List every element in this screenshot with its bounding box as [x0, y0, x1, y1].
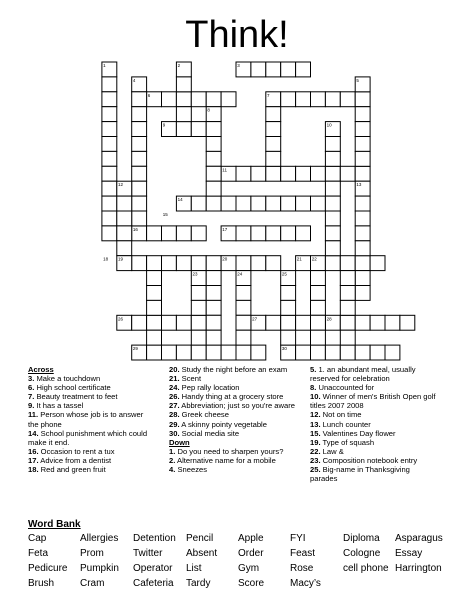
grid-cell[interactable] — [236, 330, 251, 345]
grid-cell[interactable] — [325, 181, 340, 196]
grid-cell[interactable] — [296, 315, 311, 330]
grid-cell[interactable] — [132, 166, 147, 181]
word-bank-title: Word Bank — [28, 519, 81, 530]
grid-cell[interactable] — [355, 256, 370, 271]
grid-cell[interactable] — [340, 300, 355, 315]
grid-cell[interactable] — [355, 315, 370, 330]
grid-cell[interactable] — [355, 151, 370, 166]
clue-number: 20 — [222, 256, 228, 262]
clue-across-7: 7. Beauty treatment to feet — [28, 392, 118, 402]
clue-across-14-cont: make it end. — [28, 437, 70, 447]
grid-cell[interactable] — [355, 166, 370, 181]
word-bank-word: Asparagus — [395, 533, 443, 544]
grid-cell[interactable] — [340, 92, 355, 107]
grid-cell[interactable] — [296, 62, 311, 77]
grid-cell[interactable] — [102, 226, 117, 241]
clue-number: 10 — [326, 122, 332, 128]
grid-cell[interactable] — [355, 137, 370, 152]
grid-cell[interactable] — [132, 196, 147, 211]
grid-cell[interactable] — [355, 122, 370, 137]
grid-cell[interactable] — [147, 256, 162, 271]
clue-number: 12 — [118, 182, 124, 188]
grid-cell[interactable] — [325, 166, 340, 181]
word-bank-word: Prom — [80, 548, 104, 559]
across-clues — [28, 365, 168, 474]
clue-number: 30 — [281, 346, 287, 352]
grid-cell[interactable] — [102, 107, 117, 122]
grid-cell[interactable] — [191, 315, 206, 330]
grid-cell[interactable] — [117, 211, 132, 226]
clue-down-2: 2. Alternative name for a mobile — [169, 455, 276, 465]
grid-cell[interactable] — [102, 77, 117, 92]
grid-cell[interactable] — [132, 151, 147, 166]
grid-cell[interactable] — [281, 300, 296, 315]
grid-cell[interactable] — [206, 345, 221, 360]
grid-cell[interactable] — [132, 137, 147, 152]
grid-cell[interactable] — [340, 330, 355, 345]
grid-cell[interactable] — [266, 62, 281, 77]
clue-number: 1 — [103, 63, 106, 68]
grid-cell[interactable] — [251, 62, 266, 77]
clue-down-5-cont: reserved for celebration — [310, 374, 390, 384]
grid-cell[interactable] — [176, 107, 191, 122]
grid-cell[interactable] — [147, 315, 162, 330]
grid-cell[interactable] — [340, 345, 355, 360]
grid-cell[interactable] — [147, 345, 162, 360]
grid-cell[interactable] — [236, 196, 251, 211]
grid-cell[interactable] — [206, 271, 221, 286]
grid-cell[interactable] — [206, 300, 221, 315]
grid-cell[interactable] — [281, 330, 296, 345]
grid-cell[interactable] — [370, 315, 385, 330]
grid-cell[interactable] — [311, 300, 326, 315]
grid-cell[interactable] — [355, 107, 370, 122]
grid-cell[interactable] — [266, 196, 281, 211]
clue-number: 4 — [132, 77, 136, 83]
grid-cell[interactable] — [236, 300, 251, 315]
grid-cell[interactable] — [266, 107, 281, 122]
across-heading: Across — [28, 365, 54, 374]
down-clues — [310, 365, 460, 483]
grid-cell[interactable] — [296, 226, 311, 241]
clue-number: 8 — [207, 107, 210, 113]
word-bank-word: Pencil — [186, 533, 214, 544]
clue-number: 21 — [296, 256, 302, 262]
grid-cell[interactable] — [191, 345, 206, 360]
grid-cell[interactable] — [176, 226, 191, 241]
grid-cell[interactable] — [132, 315, 147, 330]
grid-cell[interactable] — [236, 226, 251, 241]
grid-cell[interactable] — [221, 92, 236, 107]
clue-number: 16 — [132, 226, 138, 232]
grid-cell[interactable] — [311, 286, 326, 301]
grid-cell[interactable] — [340, 286, 355, 301]
word-bank-word: Twitter — [133, 548, 163, 559]
clue-down-1: 1. Do you need to sharpen yours? — [169, 446, 284, 456]
grid-cell[interactable] — [311, 330, 326, 345]
clue-number: 17 — [222, 226, 228, 232]
clue-number: 27 — [252, 316, 258, 322]
grid-cell[interactable] — [206, 181, 221, 196]
word-bank-word: Cap — [28, 533, 47, 544]
grid-cell[interactable] — [176, 77, 191, 92]
grid-cell[interactable] — [355, 226, 370, 241]
grid-cell[interactable] — [370, 345, 385, 360]
grid-cell[interactable] — [251, 196, 266, 211]
clue-across-18: 18. Red and green fruit — [28, 465, 106, 475]
word-bank-word: Operator — [133, 563, 173, 574]
grid-cell[interactable] — [266, 137, 281, 152]
clue-number: 22 — [311, 256, 317, 262]
grid-cell[interactable] — [236, 345, 251, 360]
grid-cell[interactable] — [325, 226, 340, 241]
word-bank-word: Apple — [238, 533, 264, 544]
grid-cell[interactable] — [206, 166, 221, 181]
grid-cell[interactable] — [281, 286, 296, 301]
grid-cell[interactable] — [191, 286, 206, 301]
grid-cell[interactable] — [281, 62, 296, 77]
grid-cell[interactable] — [191, 196, 206, 211]
grid-cell[interactable] — [206, 196, 221, 211]
grid-cell[interactable] — [206, 92, 221, 107]
word-bank-word: Cram — [80, 578, 105, 589]
grid-cell[interactable] — [325, 151, 340, 166]
clue-across-16: 16. Occasion to rent a tux — [28, 446, 115, 456]
grid-cell[interactable] — [162, 92, 177, 107]
grid-cell[interactable] — [296, 92, 311, 107]
grid-cell[interactable] — [266, 256, 281, 271]
grid-cell[interactable] — [325, 211, 340, 226]
grid-cell[interactable] — [206, 330, 221, 345]
clue-number: 25 — [281, 271, 287, 277]
clue-across-20: 20. Study the night before an exam — [169, 365, 288, 374]
grid-cell[interactable] — [176, 92, 191, 107]
word-bank-word: List — [186, 563, 202, 574]
clue-number: 7 — [267, 92, 270, 98]
clue-number: 29 — [132, 346, 138, 352]
grid-cell[interactable] — [147, 226, 162, 241]
clue-number: 3 — [237, 63, 240, 68]
grid-cell[interactable] — [251, 345, 266, 360]
middle-clues — [169, 365, 309, 474]
grid-cell[interactable] — [355, 241, 370, 256]
grid-cell[interactable] — [325, 92, 340, 107]
grid-cell[interactable] — [266, 151, 281, 166]
clue-number: 26 — [118, 316, 124, 322]
clue-across-11-cont: the phone — [28, 419, 62, 429]
grid-cell[interactable] — [206, 315, 221, 330]
grid-cell[interactable] — [191, 122, 206, 137]
grid-cell[interactable] — [147, 286, 162, 301]
grid-cell[interactable] — [132, 92, 147, 107]
grid-cell[interactable] — [236, 286, 251, 301]
clue-down-23: 23. Composition notebook entry — [310, 455, 418, 465]
grid-cell[interactable] — [162, 315, 177, 330]
grid-cell[interactable] — [176, 256, 191, 271]
grid-cell[interactable] — [266, 226, 281, 241]
word-bank-word: FYI — [290, 533, 306, 544]
grid-cell[interactable] — [176, 122, 191, 137]
grid-cell[interactable] — [191, 226, 206, 241]
grid-cell[interactable] — [340, 315, 355, 330]
word-bank-word: Feast — [290, 548, 316, 559]
word-bank-word: Rose — [290, 563, 314, 574]
word-bank-word: Feta — [28, 548, 49, 559]
grid-cell[interactable] — [325, 345, 340, 360]
clue-number: 15 — [162, 212, 168, 217]
grid-cell[interactable] — [296, 345, 311, 360]
grid-cell[interactable] — [251, 166, 266, 181]
clue-number: 9 — [162, 122, 166, 128]
grid-cell[interactable] — [206, 286, 221, 301]
clue-across-14: 14. School punishment which could — [28, 428, 148, 438]
grid-cell[interactable] — [236, 315, 251, 330]
clue-down-12: 12. Not on time — [310, 410, 362, 420]
grid-cell[interactable] — [281, 166, 296, 181]
clue-number: 6 — [147, 92, 151, 98]
grid-cell[interactable] — [355, 92, 370, 107]
clue-across-3: 3. Make a touchdown — [28, 374, 101, 384]
clue-across-17: 17. Advice from a dentist — [28, 455, 112, 465]
grid-cell[interactable] — [102, 137, 117, 152]
grid-cell[interactable] — [281, 196, 296, 211]
grid-cell[interactable] — [176, 315, 191, 330]
clue-number: 14 — [177, 197, 183, 203]
grid-cell[interactable] — [311, 315, 326, 330]
clue-across-30: 30. Social media site — [169, 428, 240, 438]
grid-cell[interactable] — [102, 196, 117, 211]
clue-number: 28 — [326, 316, 332, 322]
clue-down-25: 25. Big-name in Thanksgiving — [310, 465, 410, 475]
clue-across-9: 9. It has a tassel — [28, 401, 84, 411]
clue-number: 23 — [192, 271, 198, 277]
grid-cell[interactable] — [162, 226, 177, 241]
grid-cell[interactable] — [132, 107, 147, 122]
clue-down-13: 13. Lunch counter — [310, 419, 371, 429]
word-bank-word: Pedicure — [28, 563, 68, 574]
grid-cell[interactable] — [311, 92, 326, 107]
grid-cell[interactable] — [221, 196, 236, 211]
grid-cell[interactable] — [296, 166, 311, 181]
word-bank-word: Essay — [395, 548, 423, 559]
word-bank-word: Detention — [133, 533, 176, 544]
word-bank-word: Absent — [186, 548, 218, 559]
grid-cell[interactable] — [355, 211, 370, 226]
clue-across-27: 27. Abbreviation; just so you're aware — [169, 401, 295, 411]
clue-across-11: 11. Person whose job is to answer — [28, 410, 144, 420]
clue-across-21: 21. Scent — [169, 374, 202, 384]
puzzle-title: Think! — [185, 14, 289, 56]
grid-cell[interactable] — [102, 122, 117, 137]
word-bank-word: Cafeteria — [133, 578, 174, 589]
grid-cell[interactable] — [400, 315, 415, 330]
grid-cell[interactable] — [355, 345, 370, 360]
grid-cell[interactable] — [340, 166, 355, 181]
grid-cell[interactable] — [162, 256, 177, 271]
grid-cell[interactable] — [132, 256, 147, 271]
word-bank-word: Cologne — [343, 548, 381, 559]
clue-number: 24 — [237, 271, 243, 277]
grid-cell[interactable] — [251, 256, 266, 271]
word-bank-word: Pumpkin — [80, 563, 119, 574]
grid-cell[interactable] — [117, 226, 132, 241]
word-bank-word: Order — [238, 548, 264, 559]
word-bank-word: Tardy — [186, 578, 211, 589]
clue-down-10: 10. Winner of men's British Open golf — [310, 392, 436, 402]
grid-cell[interactable] — [132, 122, 147, 137]
grid-cell[interactable] — [236, 256, 251, 271]
clue-down-25-cont: parades — [310, 474, 338, 484]
grid-cell[interactable] — [311, 345, 326, 360]
clue-down-15: 15. Valentines Day flower — [310, 428, 396, 438]
grid-cell[interactable] — [132, 181, 147, 196]
clue-across-29: 29. A skinny pointy vegetable — [169, 419, 267, 429]
clue-number: 19 — [118, 256, 124, 262]
grid-cell[interactable] — [325, 241, 340, 256]
clue-down-10-cont: titles 2007 2008 — [310, 401, 364, 411]
grid-cell[interactable] — [281, 92, 296, 107]
clue-across-6: 6. High school certificate — [28, 383, 111, 393]
grid-cell[interactable] — [311, 196, 326, 211]
clue-across-28: 28. Greek cheese — [169, 410, 229, 420]
word-bank-word: Score — [238, 578, 265, 589]
word-bank-word: Macy’s — [290, 578, 321, 589]
grid-cell[interactable] — [340, 271, 355, 286]
grid-cell[interactable] — [266, 122, 281, 137]
grid-cell[interactable] — [266, 166, 281, 181]
grid-cell[interactable] — [325, 256, 340, 271]
clue-down-8: 8. Unaccounted for — [310, 383, 375, 393]
grid-cell[interactable] — [311, 271, 326, 286]
grid-cell[interactable] — [236, 166, 251, 181]
word-bank-word: Gym — [238, 563, 260, 574]
clue-down-22: 22. Law & — [310, 446, 344, 456]
down-heading: Down — [169, 437, 190, 447]
grid-cell[interactable] — [370, 256, 385, 271]
grid-cell[interactable] — [191, 92, 206, 107]
grid-cell[interactable] — [191, 300, 206, 315]
clue-down-5: 5. 1. an abundant meal, usually — [310, 365, 416, 374]
grid-cell[interactable] — [221, 345, 236, 360]
grid-cell[interactable] — [355, 286, 370, 301]
grid-cell[interactable] — [385, 315, 400, 330]
grid-cell[interactable] — [206, 137, 221, 152]
grid-cell[interactable] — [266, 315, 281, 330]
grid-cell[interactable] — [355, 196, 370, 211]
grid-cell[interactable] — [162, 345, 177, 360]
grid-cell[interactable] — [102, 181, 117, 196]
grid-cell[interactable] — [117, 241, 132, 256]
grid-cell[interactable] — [325, 196, 340, 211]
grid-cell[interactable] — [102, 151, 117, 166]
word-bank-word: cell phone — [343, 563, 389, 574]
clue-across-26: 26. Handy thing at a grocery store — [169, 392, 284, 402]
grid-cell[interactable] — [176, 345, 191, 360]
grid-cell[interactable] — [281, 226, 296, 241]
clue-number: 18 — [103, 256, 109, 262]
word-bank-word: Brush — [28, 578, 55, 589]
word-bank-word: Diploma — [343, 533, 380, 544]
grid-cell[interactable] — [191, 330, 206, 345]
clue-down-19: 19. Type of squash — [310, 437, 375, 447]
grid-cell[interactable] — [117, 196, 132, 211]
word-bank-word: Allergies — [80, 533, 119, 544]
grid-cell[interactable] — [206, 256, 221, 271]
grid-cell[interactable] — [311, 166, 326, 181]
grid-cell[interactable] — [206, 151, 221, 166]
grid-cell[interactable] — [385, 345, 400, 360]
grid-cell[interactable] — [325, 137, 340, 152]
grid-cell[interactable] — [251, 226, 266, 241]
clue-across-24: 24. Pep rally location — [169, 383, 240, 393]
clue-number: 2 — [177, 63, 181, 68]
grid-cell[interactable] — [147, 300, 162, 315]
clue-down-4: 4. Sneezes — [169, 465, 208, 475]
grid-cell[interactable] — [147, 330, 162, 345]
grid-cell[interactable] — [355, 271, 370, 286]
grid-cell[interactable] — [132, 211, 147, 226]
grid-cell[interactable] — [147, 271, 162, 286]
grid-cell[interactable] — [340, 256, 355, 271]
grid-cell[interactable] — [281, 315, 296, 330]
clue-number: 5 — [356, 77, 359, 83]
grid-cell[interactable] — [102, 92, 117, 107]
grid-cell[interactable] — [296, 196, 311, 211]
grid-cell[interactable] — [206, 122, 221, 137]
grid-cell[interactable] — [102, 166, 117, 181]
grid-cell[interactable] — [102, 211, 117, 226]
clue-number: 11 — [222, 167, 227, 173]
word-bank-word: Harrington — [395, 563, 442, 574]
grid-cell[interactable] — [191, 256, 206, 271]
clue-number: 13 — [356, 182, 362, 188]
